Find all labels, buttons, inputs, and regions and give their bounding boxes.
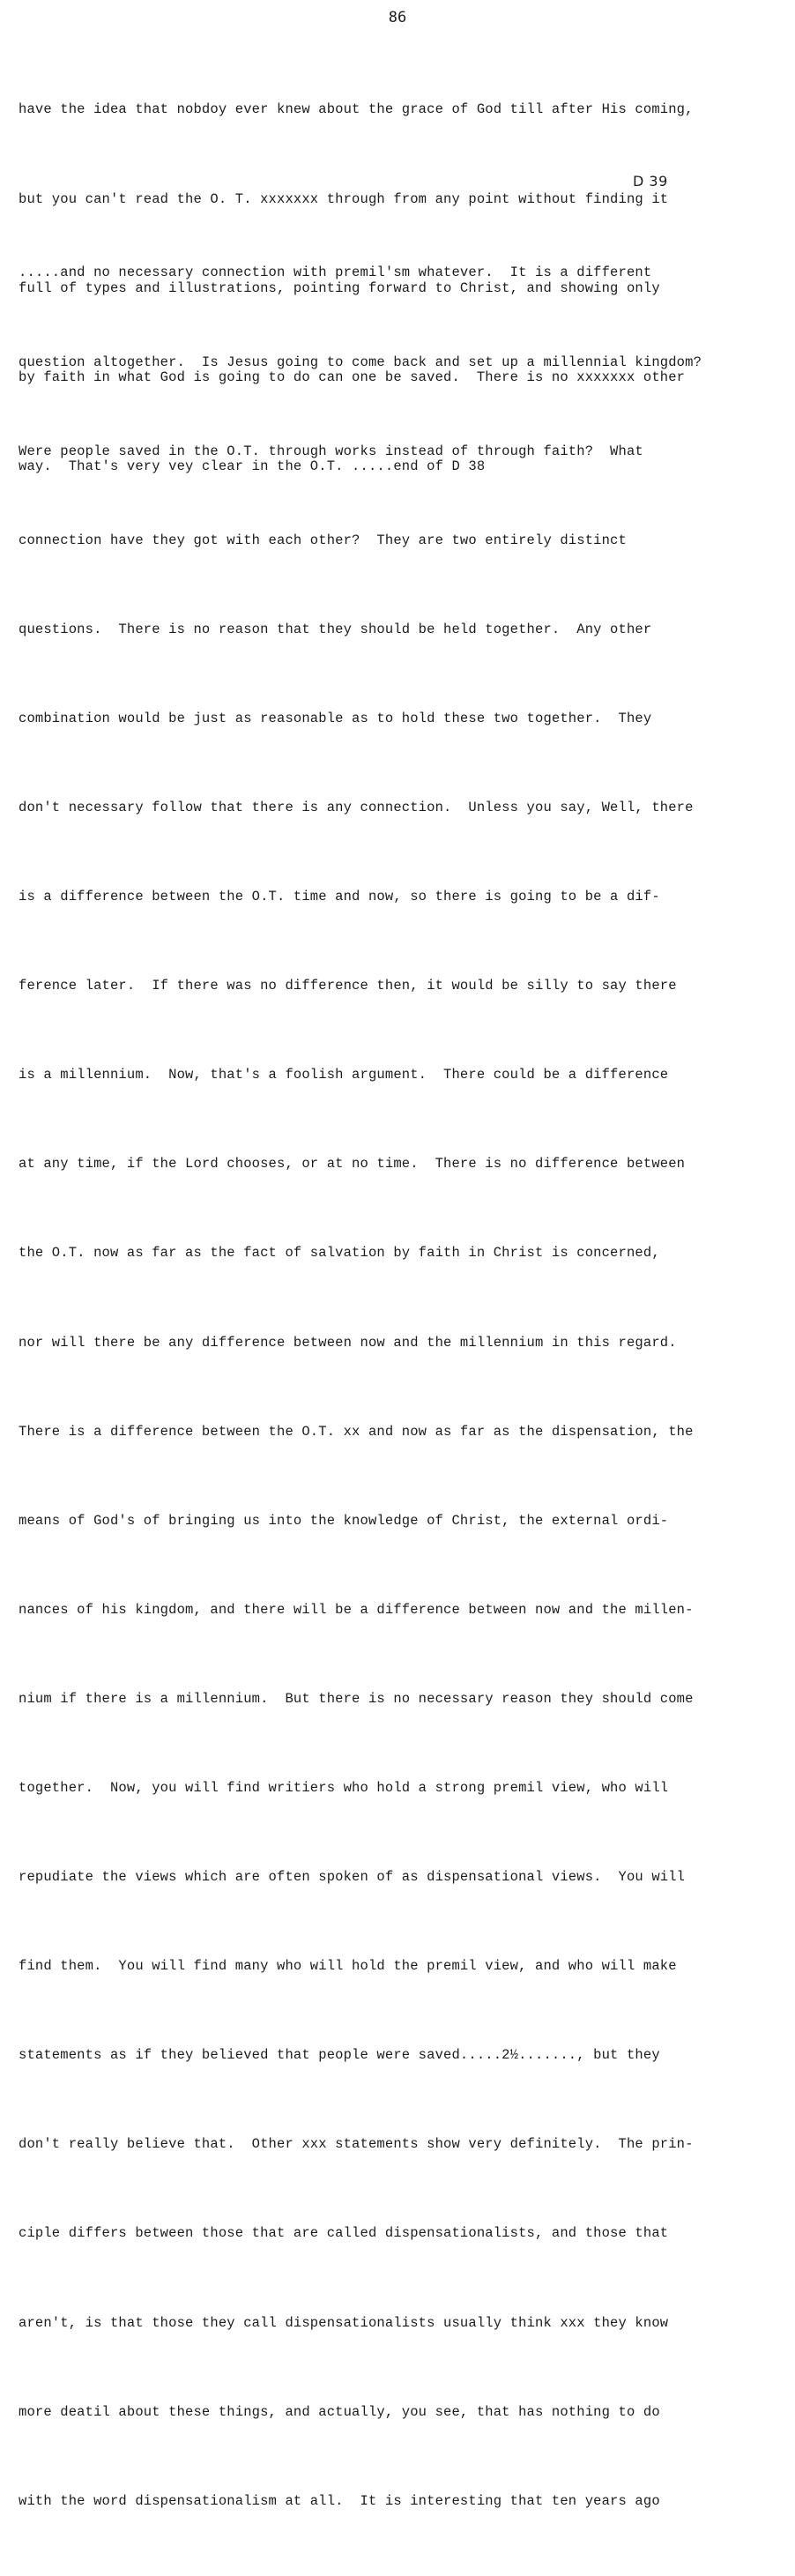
text-line: nances of his kingdom, and there will be a difference between now and the millen- [19, 1601, 694, 1618]
text-line: with the word dispensationalism at all. It is interesting that ten years ago [19, 2492, 660, 2509]
text-line: is a difference between the O.T. time and now, so there is going to be a dif- [19, 889, 660, 905]
text-line: ciple differs between those that are called dispensationalists, and those that [19, 2225, 669, 2242]
text-line: have the idea that nobdoy ever knew about the grace of God till after His coming, [19, 101, 694, 118]
tape-marker: D 39 [633, 173, 668, 190]
text-line: connection have they got with each other? They are two entirely distinct [19, 532, 627, 548]
text-line: the O.T. now as far as the fact of salvation by faith in Christ is concerned, [19, 1245, 660, 1262]
text-line: aren't, is that those they call dispensationalists usually think xxx they know [19, 2314, 669, 2331]
paragraph-tape-d39 [19, 199, 746, 2576]
text-line: is a millennium. Now, that's a foolish argument. There could be a difference [19, 1067, 669, 1083]
text-line: .....and no necessary connection with premil'sm whatever. It is a different [19, 264, 652, 281]
text-line: way. That's very vey clear in the O.T. .....end of D 38 [19, 458, 486, 474]
text-line: don't necessary follow that there is any connection. Unless you say, Well, there [19, 799, 694, 815]
text-line: don't really believe that. Other xxx statements show very definitely. The prin- [19, 2136, 694, 2153]
text-line: find them. You will find many who will hold the premil view, and who will make [19, 1958, 677, 1975]
text-line: nium if there is a millennium. But there is no necessary reason they should come [19, 1690, 694, 1707]
text-line: question altogether. Is Jesus going to come back and set up a millennial kingdom? [19, 354, 702, 370]
text-line: combination would be just as reasonable as to hold these two together. They [19, 710, 652, 726]
text-line: repudiate the views which are often spoken of as dispensational views. You will [19, 1869, 686, 1886]
text-line: Were people saved in the O.T. through works instead of through faith? What [19, 443, 643, 459]
text-line: by faith in what God is going to do can one be saved. There is no xxxxxxx other [19, 369, 686, 385]
text-line: more deatil about these things, and actually, you see, that has nothing to do [19, 2403, 660, 2420]
text-line: ference later. If there was no difference then, it would be silly to say there [19, 978, 677, 994]
text-line: nor will there be any difference between now and the millennium in this regard. [19, 1334, 677, 1351]
page-number: 86 [388, 9, 407, 26]
text-line: full of types and illustrations, pointing forward to Christ, and showing only [19, 279, 660, 296]
text-line: together. Now, you will find writiers who hold a strong premil view, who will [19, 1780, 669, 1796]
text-line: questions. There is no reason that they should be held together. Any other [19, 621, 652, 637]
text-line: at any time, if the Lord chooses, or at no time. There is no difference between [19, 1156, 686, 1173]
text-line: statements as if they believed that people were saved.....2½......., but they [19, 2047, 660, 2064]
text-line: but you can't read the O. T. xxxxxxx through from any point without finding it [19, 190, 669, 207]
text-line: means of God's of bringing us into the knowledge of Christ, the external ordi- [19, 1512, 669, 1529]
text-line: There is a difference between the O.T. xx and now as far as the dispensation, the [19, 1423, 694, 1440]
